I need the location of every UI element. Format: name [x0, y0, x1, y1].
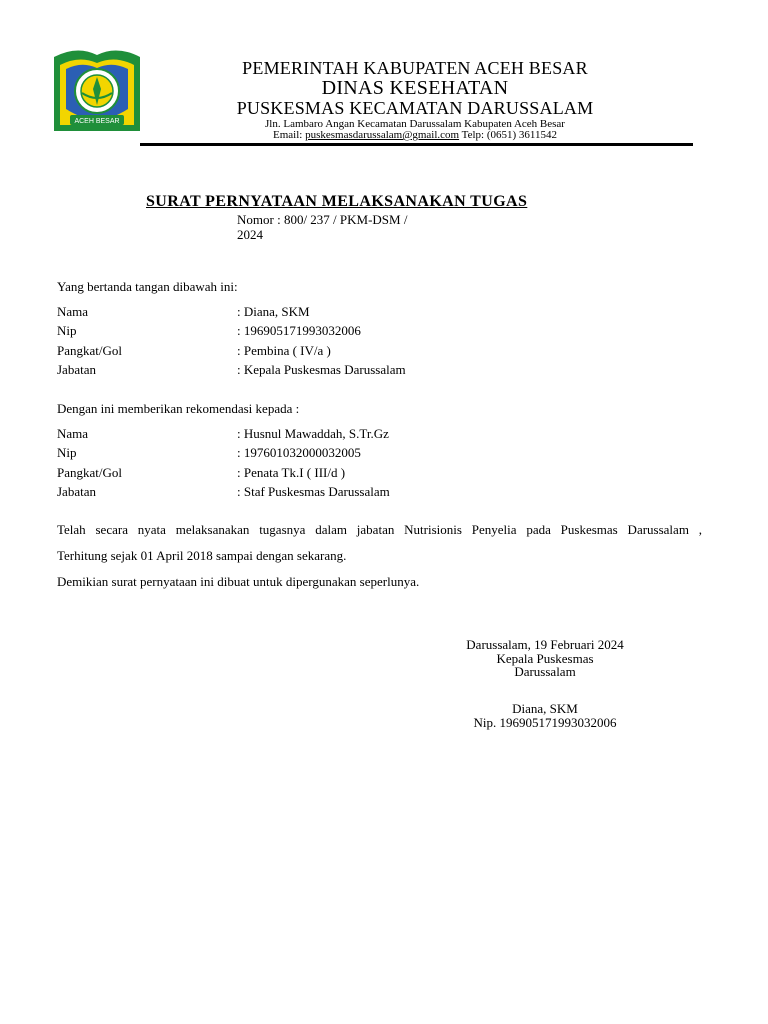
signer-label-name: Nama: [57, 304, 89, 319]
logo-text: ACEH BESAR: [74, 118, 120, 125]
document-title: SURAT PERNYATAAN MELAKSANAKAN TUGAS: [146, 193, 528, 210]
document-number-line2: 2024: [237, 227, 263, 242]
header-puskesmas: PUSKESMAS KECAMATAN DARUSSALAM: [236, 98, 594, 118]
recipient-label-nip: Nip: [57, 445, 77, 460]
signature-position-2: Darussalam: [514, 664, 576, 679]
signer-value-rank: : Pembina ( IV/a ): [237, 343, 331, 358]
header-address: Jln. Lambaro Angan Kecamatan Darussalam Kabupaten Aceh Besar: [265, 118, 565, 130]
email-label: Email:: [272, 129, 306, 141]
recipient-value-rank: : Penata Tk.I ( III/d ): [237, 465, 346, 480]
recipient-value-name: : Husnul Mawaddah, S.Tr.Gz: [237, 426, 389, 441]
body-paragraph-1: Telah secara nyata melaksanakan tugasnya dalam jabatan Nutrisionis Penyelia pada Puskesmas Darussalam ,: [57, 522, 702, 537]
signer-value-name: : Diana, SKM: [237, 304, 310, 319]
header-contact: [155, 129, 675, 141]
recipient-label-position: Jabatan: [57, 484, 96, 499]
signer-value-position: : Kepala Puskesmas Darussalam: [237, 362, 406, 377]
signature-block: [455, 638, 635, 679]
recipient-label-rank: Pangkat/Gol: [57, 465, 122, 480]
signer-label-rank: Pangkat/Gol: [57, 343, 122, 358]
recommend-intro: Dengan ini memberikan rekomendasi kepada :: [57, 401, 300, 416]
recipient-value-nip: : 197601032000032005: [237, 445, 361, 460]
recipient-value-position: : Staf Puskesmas Darussalam: [237, 484, 390, 499]
intro-text: Yang bertanda tangan dibawah ini:: [57, 279, 238, 294]
document-number-line1: Nomor : 800/ 237 / PKM-DSM /: [237, 212, 408, 227]
body-paragraph-2: Terhitung sejak 01 April 2018 sampai dengan sekarang.: [57, 548, 347, 563]
signature-position-1: Kepala Puskesmas: [496, 650, 594, 666]
signer-value-nip: : 196905171993032006: [237, 323, 361, 338]
body-paragraph-3: Demikian surat pernyataan ini dibuat untuk dipergunakan seperlunya.: [57, 574, 420, 589]
document-number: [237, 212, 407, 242]
header-department: DINAS KESEHATAN: [321, 77, 509, 99]
email-link[interactable]: puskesmasdarussalam@gmail.com: [305, 129, 460, 141]
header-divider: [140, 143, 693, 146]
phone-text: Telp: (0651) 3611542: [459, 129, 558, 141]
signer-label-position: Jabatan: [57, 362, 96, 377]
signature-place-date: Darussalam, 19 Februari 2024: [466, 637, 624, 652]
aceh-besar-logo: [52, 45, 142, 133]
signature-name-block: [455, 702, 635, 729]
signature-nip: Nip. 196905171993032006: [473, 714, 617, 730]
recipient-label-name: Nama: [57, 426, 89, 441]
signer-label-nip: Nip: [57, 323, 77, 338]
header-government: PEMERINTAH KABUPATEN ACEH BESAR: [242, 58, 588, 78]
signature-name: Diana, SKM: [512, 701, 578, 716]
